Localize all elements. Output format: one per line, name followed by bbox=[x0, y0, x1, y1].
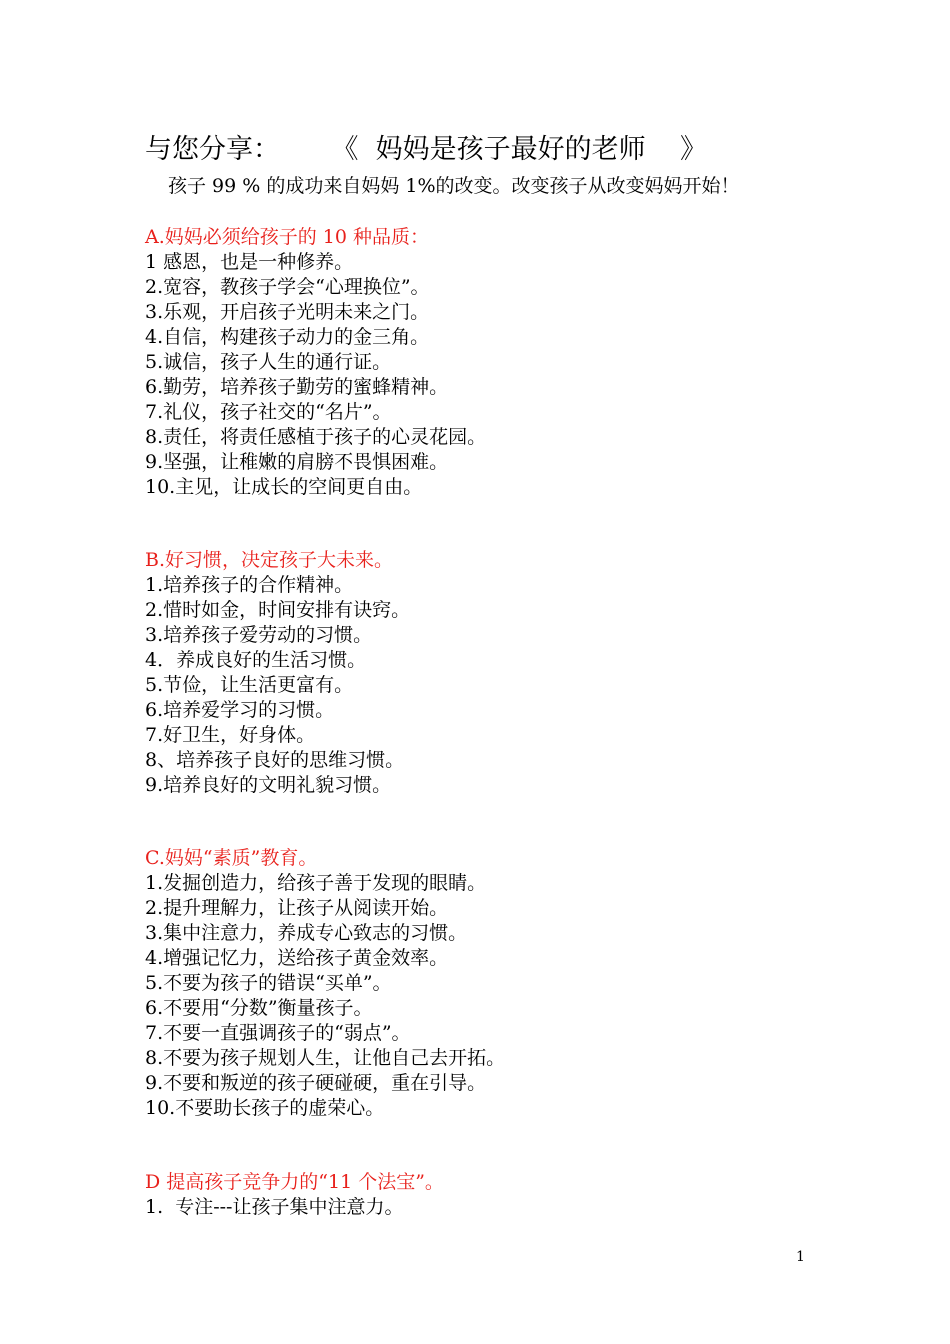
section-d bbox=[145, 1170, 444, 1220]
list-item: 8.责任，将责任感植于孩子的心灵花园。 bbox=[145, 426, 487, 448]
list-item: 5.不要为孩子的错误“买单”。 bbox=[145, 972, 392, 994]
page-number: 1 bbox=[796, 1249, 805, 1265]
list-item: 1. 专注---让孩子集中注意力。 bbox=[145, 1196, 404, 1218]
list-item: 1.培养孩子的合作精神。 bbox=[145, 574, 354, 596]
section-heading: C.妈妈“素质”教育。 bbox=[145, 847, 318, 869]
list-item: 9.不要和叛逆的孩子硬碰硬，重在引导。 bbox=[145, 1072, 487, 1094]
page-title: 与您分享： 《 妈妈是孩子最好的老师 》 bbox=[145, 134, 707, 165]
list-item: 4.增强记忆力，送给孩子黄金效率。 bbox=[145, 947, 449, 969]
page-subtitle: 孩子 99 % 的成功来自妈妈 1%的改变。改变孩子从改变妈妈开始！ bbox=[168, 175, 740, 197]
list-item: 8、培养孩子良好的思维习惯。 bbox=[145, 749, 405, 771]
list-item: 6.不要用“分数”衡量孩子。 bbox=[145, 997, 373, 1019]
list-item: 8.不要为孩子规划人生，让他自己去开拓。 bbox=[145, 1047, 506, 1069]
list-item: 9.培养良好的文明礼貌习惯。 bbox=[145, 774, 392, 796]
list-item: 9.坚强，让稚嫩的肩膀不畏惧困难。 bbox=[145, 451, 449, 473]
list-item: 7.礼仪，孩子社交的“名片”。 bbox=[145, 401, 392, 423]
section-a bbox=[145, 225, 486, 500]
list-item: 2.提升理解力，让孩子从阅读开始。 bbox=[145, 897, 449, 919]
list-item: 4.自信，构建孩子动力的金三角。 bbox=[145, 326, 430, 348]
list-item: 5.节俭，让生活更富有。 bbox=[145, 674, 354, 696]
list-item: 4．养成良好的生活习惯。 bbox=[145, 649, 367, 671]
list-item: 1 感恩，也是一种修养。 bbox=[145, 251, 354, 273]
list-item: 1.发掘创造力，给孩子善于发现的眼睛。 bbox=[145, 872, 487, 894]
list-item: 2.惜时如金，时间安排有诀窍。 bbox=[145, 599, 411, 621]
list-item: 2.宽容，教孩子学会“心理换位”。 bbox=[145, 276, 430, 298]
list-item: 6.勤劳，培养孩子勤劳的蜜蜂精神。 bbox=[145, 376, 449, 398]
list-item: 5.诚信，孩子人生的通行证。 bbox=[145, 351, 392, 373]
list-item: 10.不要助长孩子的虚荣心。 bbox=[145, 1097, 385, 1119]
section-c bbox=[145, 846, 505, 1121]
list-item: 3.乐观，开启孩子光明未来之门。 bbox=[145, 301, 430, 323]
list-item: 3.集中注意力，养成专心致志的习惯。 bbox=[145, 922, 468, 944]
section-heading: A.妈妈必须给孩子的 10 种品质： bbox=[145, 226, 430, 248]
list-item: 7.不要一直强调孩子的“弱点”。 bbox=[145, 1022, 411, 1044]
list-item: 10.主见，让成长的空间更自由。 bbox=[145, 476, 423, 498]
list-item: 7.好卫生，好身体。 bbox=[145, 724, 316, 746]
list-item: 3.培养孩子爱劳动的习惯。 bbox=[145, 624, 373, 646]
section-b bbox=[145, 548, 410, 798]
section-heading: D 提高孩子竞争力的“11 个法宝”。 bbox=[145, 1171, 444, 1193]
list-item: 6.培养爱学习的习惯。 bbox=[145, 699, 335, 721]
section-heading: B.好习惯，决定孩子大未来。 bbox=[145, 549, 394, 571]
